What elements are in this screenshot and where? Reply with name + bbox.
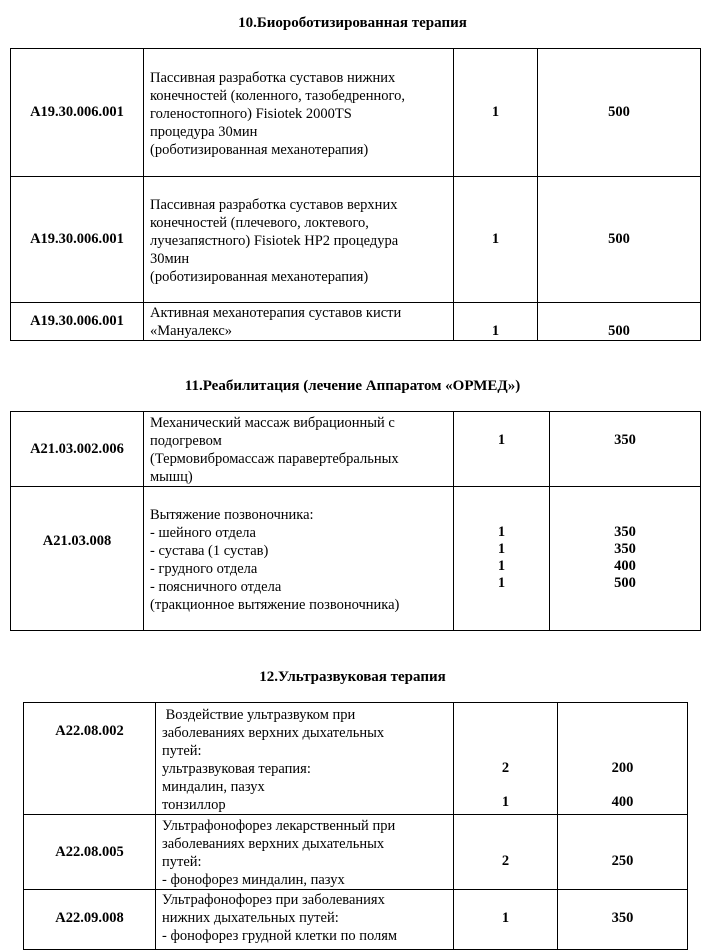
service-price: 250 [558,815,688,890]
service-code: A19.30.006.001 [11,177,144,303]
service-price: 200 400 [558,703,688,815]
service-description: Ультрафонофорез при заболеваниях нижних дыхательных путей: - фонофорез грудной клетки по полям [156,890,454,950]
service-description: Пассивная разработка суставов верхних конечностей (плечевого, локтевого, лучезапястного) Fisiotek HP2 процедура 30мин (роботизированная механотерапия) [144,177,454,303]
service-description: Активная механотерапия суставов кисти «Мануалекс» [144,303,454,341]
service-price: 500 [538,303,701,341]
service-price: 500 [538,49,701,177]
service-price: 350 350 400 500 [550,487,701,631]
service-quantity: 1 [454,49,538,177]
section-10-table [10,48,701,341]
service-code: A22.08.002 [24,703,156,815]
service-quantity: 1 1 1 1 [454,487,550,631]
service-price: 350 [550,412,701,487]
service-description: Механический массаж вибрационный с подогревом (Термовибромассаж паравертебральных мышц) [144,412,454,487]
service-code: A22.09.008 [24,890,156,950]
service-code: A19.30.006.001 [11,49,144,177]
section-11-title: 11.Реабилитация (лечение Аппаратом «ОРМЕД») [184,378,521,394]
service-description: Вытяжение позвоночника: - шейного отдела - сустава (1 сустав) - грудного отдела - поясничного отдела (тракционное вытяжение позвоночника) [144,487,454,631]
service-description: Ультрафонофорез лекарственный при заболеваниях верхних дыхательных путей: - фонофорез миндалин, пазух [156,815,454,890]
service-quantity: 1 [454,890,558,950]
table-row [11,49,701,177]
section-12-title: 12.Ультразвуковая терапия [259,669,446,685]
service-description: Воздействие ультразвуком при заболеваниях верхних дыхательных путей: ультразвуковая терапия: миндалин, пазух тонзиллор [156,703,454,815]
service-quantity: 2 [454,815,558,890]
service-description: Пассивная разработка суставов нижних конечностей (коленного, тазобедренного, голеностопного) Fisiotek 2000TS процедура 30мин (роботизированная механотерапия) [144,49,454,177]
table-row [11,487,701,631]
table-row [24,890,688,950]
service-code: A21.03.002.006 [11,412,144,487]
service-quantity: 1 [454,303,538,341]
service-code: A21.03.008 [11,487,144,631]
table-row [11,177,701,303]
service-price: 350 [558,890,688,950]
table-row [11,303,701,341]
service-quantity: 2 1 [454,703,558,815]
table-row [24,703,688,815]
service-quantity: 1 [454,412,550,487]
service-code: A19.30.006.001 [11,303,144,341]
table-row [24,815,688,890]
table-row [11,412,701,487]
section-11-table [10,411,701,631]
section-12-table [23,702,688,950]
service-quantity: 1 [454,177,538,303]
service-code: A22.08.005 [24,815,156,890]
section-10-title: 10.Биороботизированная терапия [238,15,467,31]
service-price: 500 [538,177,701,303]
